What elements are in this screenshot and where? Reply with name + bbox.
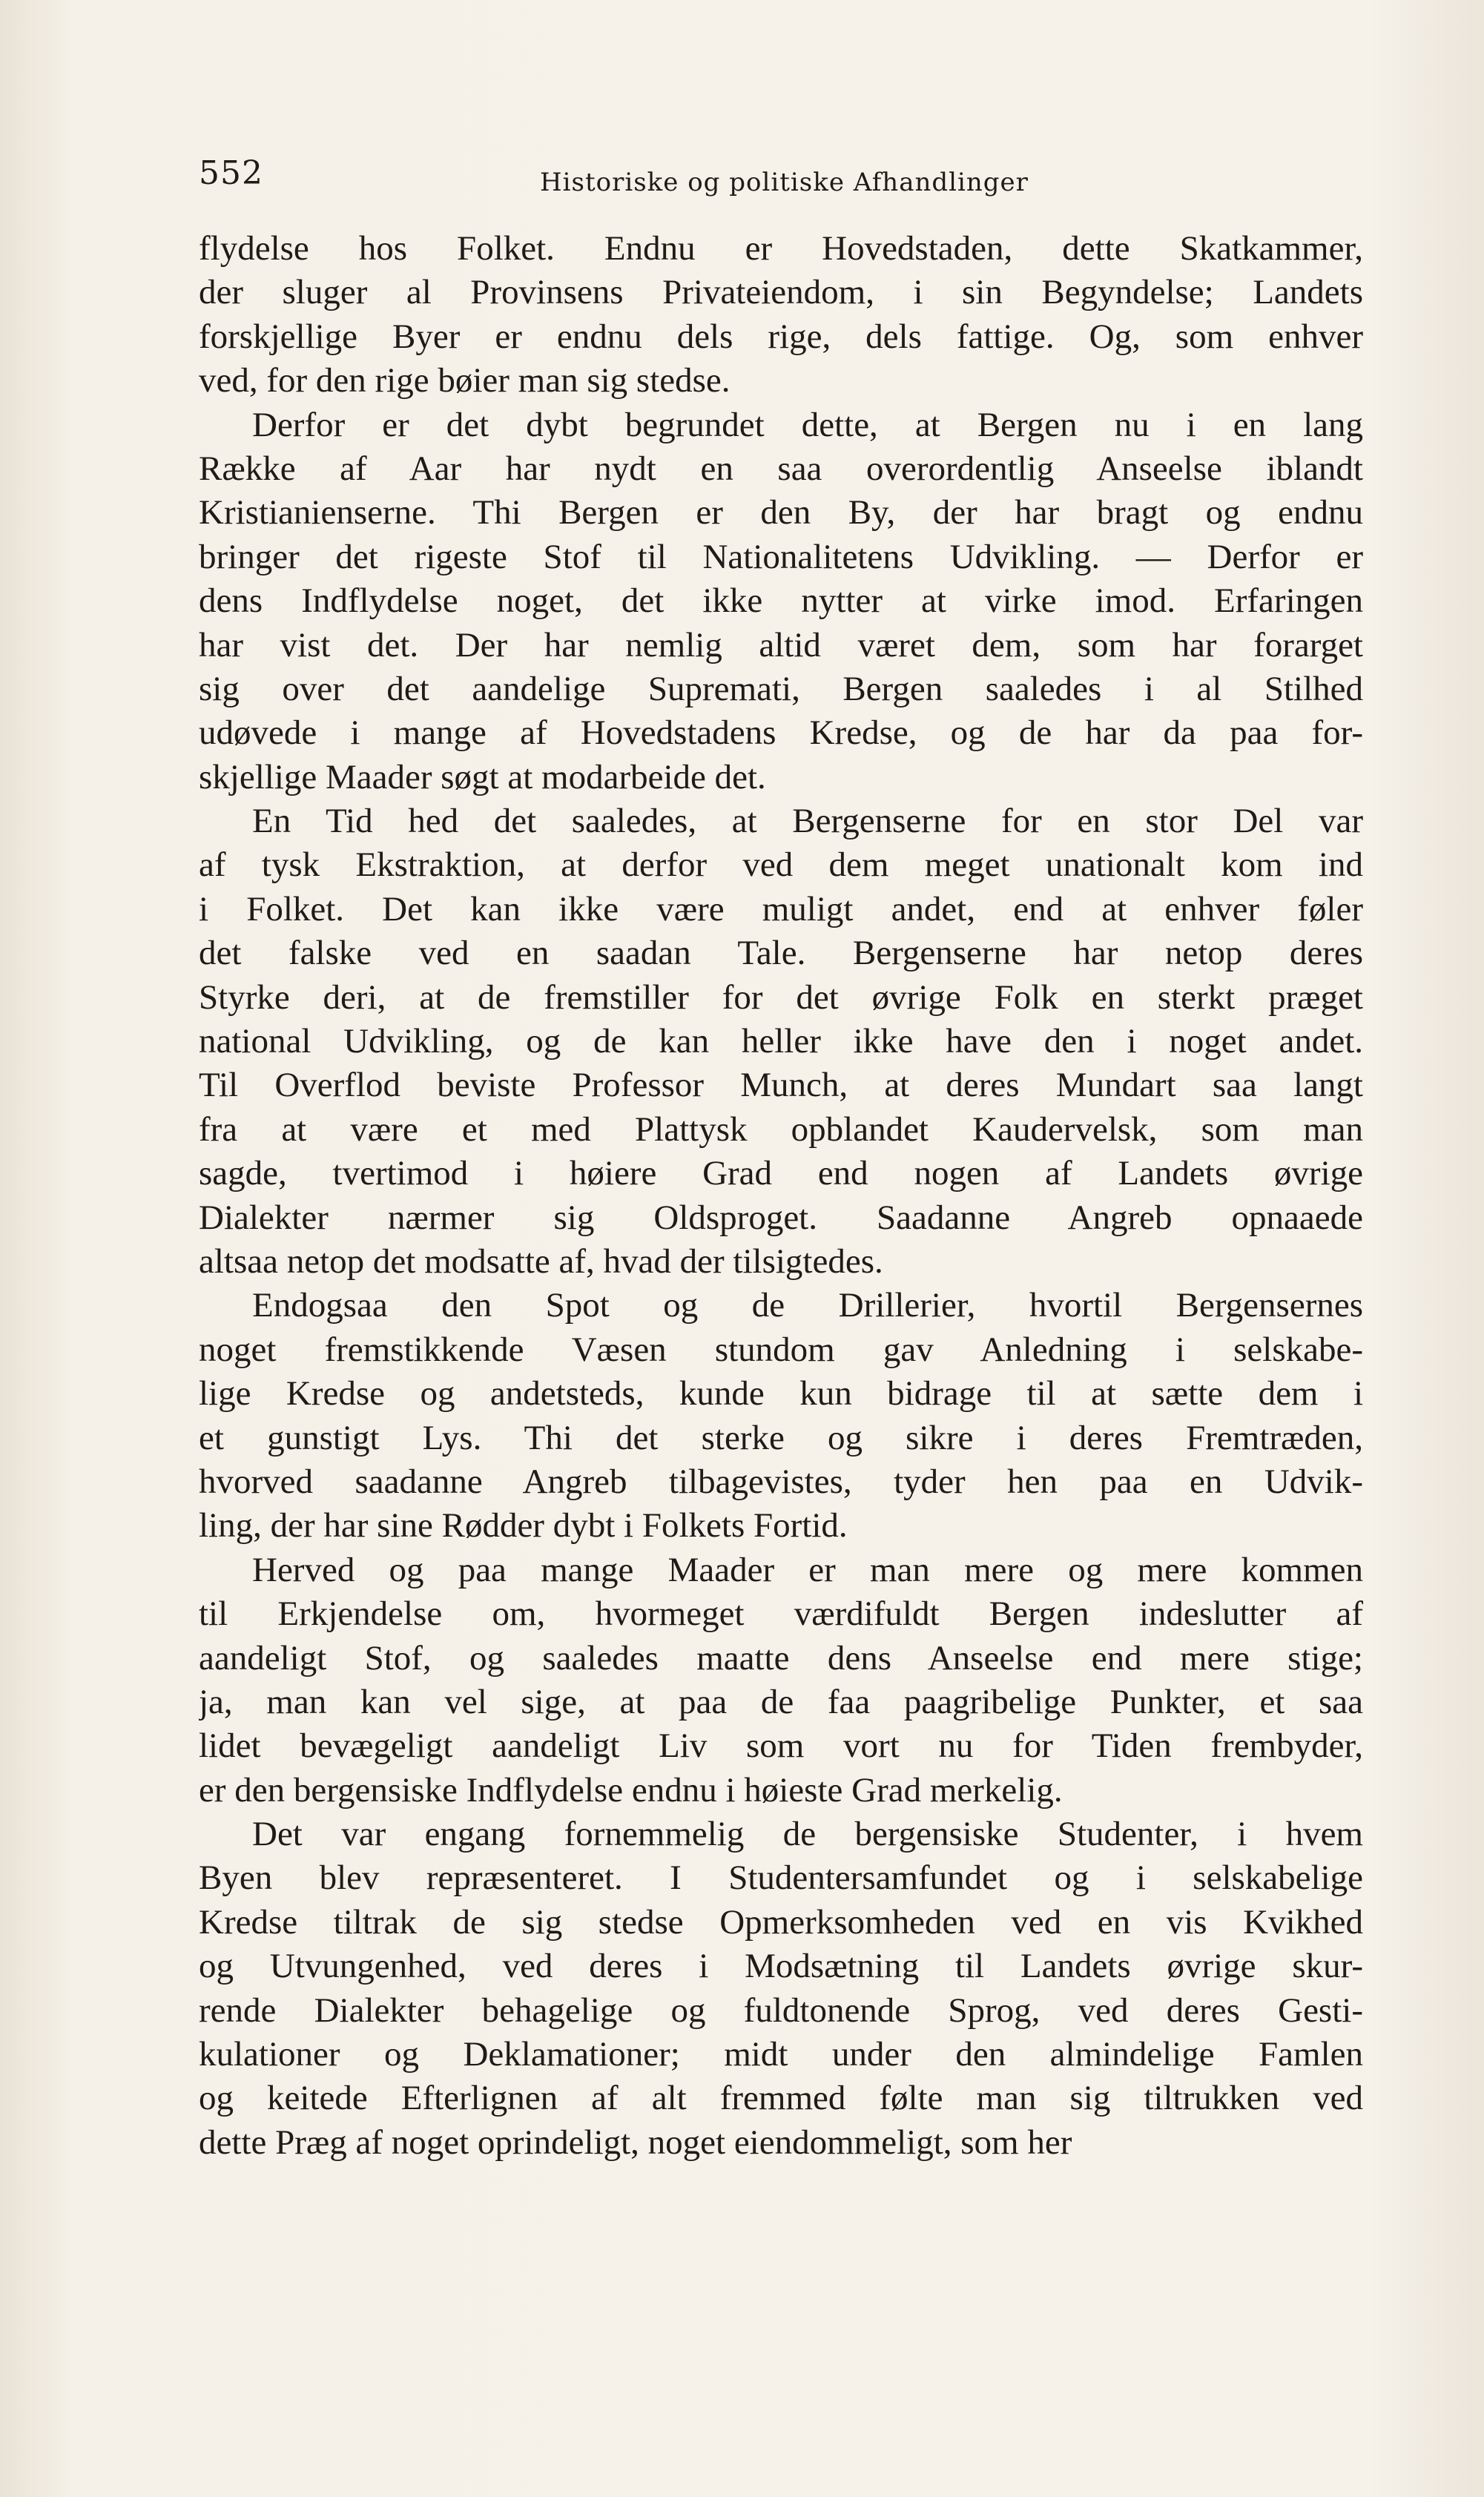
text-line: og Utvungenhed, ved deres i Modsætning til Landets øvrige skur- xyxy=(199,1947,1363,1986)
text-line: Byen blev repræsenteret. I Studentersamfundet og i selskabelige xyxy=(199,1858,1363,1898)
text-line: Derfor er det dybt begrundet dette, at Bergen nu i en lang xyxy=(252,405,1363,444)
text-line: er den bergensiske Indflydelse endnu i høieste Grad merkelig. xyxy=(199,1770,1063,1810)
text-line: dette Præg af noget oprindeligt, noget eiendommeligt, som her xyxy=(199,2122,1072,2162)
text-line: rende Dialekter behagelige og fuldtonende Sprog, ved deres Gesti- xyxy=(199,1990,1363,2030)
text-line: og keitede Efterlignen af alt fremmed følte man sig tiltrukken ved xyxy=(199,2079,1363,2118)
text-line: ved, for den rige bøier man sig stedse. xyxy=(199,361,731,400)
page-number: 552 xyxy=(199,154,263,192)
text-line: kulationer og Deklamationer; midt under den almindelige Famlen xyxy=(199,2035,1363,2074)
paragraph xyxy=(199,403,1363,800)
text-line: sig over det aandelige Suprematі, Bergen saaledes i al Stilhed xyxy=(199,669,1363,708)
text-line: hvorved saadanne Angreb tilbagevistes, tyder hen paa en Udvik- xyxy=(199,1462,1363,1501)
text-line: i Folket. Det kan ikke være muligt andet, end at enhver føler xyxy=(199,889,1363,928)
text-line: Dialekter nærmer sig Oldsproget. Saadanne Angreb opnaaede xyxy=(199,1198,1363,1237)
text-line: lige Kredse og andetsteds, kunde kun bidrage til at sætte dem i xyxy=(199,1374,1363,1414)
text-line: noget fremstikkende Væsen stundom gav Anledning i selskabe- xyxy=(199,1330,1363,1369)
body-text xyxy=(199,227,1363,2165)
text-line: Række af Aar har nydt en saa overordentlig Anseelse iblandt xyxy=(199,449,1363,488)
text-line: Herved og paa mange Maader er man mere og mere kommen xyxy=(252,1550,1363,1589)
page-header xyxy=(199,154,1356,206)
paragraph xyxy=(199,227,1363,403)
text-line: En Tid hed det saaledes, at Bergenserne for en stor Del var xyxy=(252,802,1363,841)
paragraph xyxy=(199,1548,1363,1812)
text-line: flydelse hos Folket. Endnu er Hovedstaden, dette Skatkammer, xyxy=(199,229,1363,268)
text-line: aandeligt Stof, og saaledes maatte dens Anseelse end mere stige; xyxy=(199,1638,1363,1678)
text-line: forskjellige Byer er endnu dels rige, dels fattige. Og, som enhver xyxy=(199,317,1363,356)
text-line: Det var engang fornemmelig de bergensiske Studenter, i hvem xyxy=(252,1815,1363,1854)
running-title: Historiske og politiske Afhandlinger xyxy=(540,168,1029,197)
text-line: sagde, tvertimod i høiere Grad end nogen af Landets øvrige xyxy=(199,1154,1363,1193)
text-line: der sluger al Provinsens Privateiendom, i sin Begyndelse; Landets xyxy=(199,273,1363,312)
text-line: Endogsaa den Spot og de Drillerier, hvortil Bergensernes xyxy=(252,1286,1363,1325)
text-line: fra at være et med Plattysk opblandet Kaudervelsk, som man xyxy=(199,1109,1363,1149)
text-line: ling, der har sine Rødder dybt i Folkets Fortid. xyxy=(199,1506,848,1546)
text-line: Styrke deri, at de fremstiller for det øvrige Folk en sterkt præget xyxy=(199,977,1363,1017)
text-line: ja, man kan vel sige, at paa de faa paagribelige Punkter, et saa xyxy=(199,1682,1363,1721)
text-line: altsaa netop det modsatte af, hvad der tilsigtedes. xyxy=(199,1241,883,1281)
paragraph xyxy=(199,1812,1363,2165)
text-line: Kristianienserne. Thi Bergen er den By, der har bragt og endnu xyxy=(199,493,1363,532)
paragraph xyxy=(199,799,1363,1284)
text-line: lidet bevægeligt aandeligt Liv som vort nu for Tiden frembyder, xyxy=(199,1726,1363,1766)
text-line: til Erkjendelse om, hvormeget værdifuldt Bergen indeslutter af xyxy=(199,1594,1363,1634)
text-line: udøvede i mange af Hovedstadens Kredse, og de har da paa for- xyxy=(199,713,1363,753)
text-line: det falske ved en saadan Tale. Bergenserne har netop deres xyxy=(199,934,1363,973)
text-line: et gunstigt Lys. Thi det sterke og sikre i deres Fremtræden, xyxy=(199,1418,1363,1457)
text-line: af tysk Ekstraktion, at derfor ved dem meget unationalt kom ind xyxy=(199,845,1363,885)
text-line: har vist det. Der har nemlig altid været dem, som har forarget xyxy=(199,625,1363,664)
text-line: national Udvikling, og de kan heller ikke have den i noget andet. xyxy=(199,1022,1363,1061)
text-line: dens Indflydelse noget, det ikke nytter at virke imod. Erfaringen xyxy=(199,581,1363,621)
text-line: bringer det rigeste Stof til Nationalitetens Udvikling. — Derfor er xyxy=(199,537,1363,576)
text-line: Til Overflod beviste Professor Munch, at deres Mundart saa langt xyxy=(199,1066,1363,1105)
text-line: Kredse tiltrak de sig stedse Opmerksomheden ved en vis Kvikhed xyxy=(199,1902,1363,1942)
paragraph xyxy=(199,1284,1363,1548)
text-line: skjellige Maader søgt at modarbeide det. xyxy=(199,757,766,796)
